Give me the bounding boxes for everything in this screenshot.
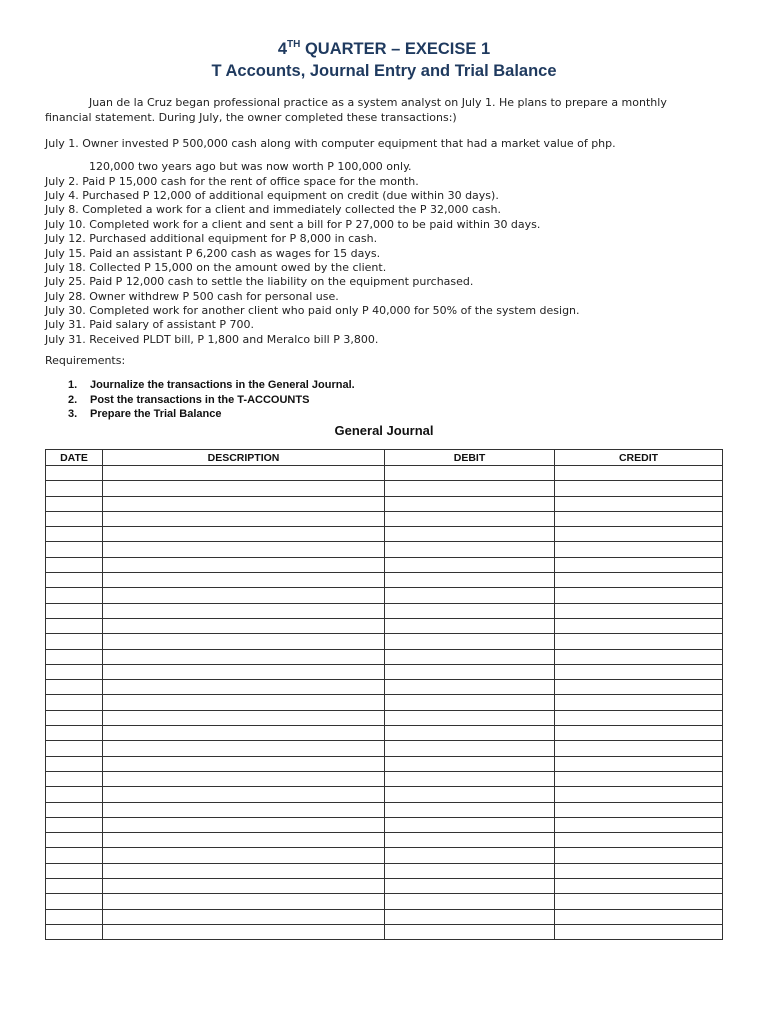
journal-cell-credit[interactable]: [555, 833, 723, 848]
requirement-item: [68, 393, 355, 408]
transaction-line: July 1. Owner invested P 500,000 cash along with computer equipment that had a market value of php.: [45, 137, 616, 150]
journal-cell-date[interactable]: [46, 680, 103, 695]
journal-cell-debit[interactable]: [385, 603, 555, 618]
table-row: [46, 894, 723, 909]
table-row: [46, 817, 723, 832]
journal-cell-debit[interactable]: [385, 481, 555, 496]
journal-cell-credit[interactable]: [555, 924, 723, 939]
intro-paragraph: [45, 96, 715, 125]
journal-cell-date[interactable]: [46, 909, 103, 924]
journal-cell-credit[interactable]: [555, 649, 723, 664]
journal-cell-date[interactable]: [46, 542, 103, 557]
journal-cell-description[interactable]: [103, 756, 385, 771]
table-row: [46, 588, 723, 603]
journal-cell-credit[interactable]: [555, 710, 723, 725]
journal-cell-date[interactable]: [46, 756, 103, 771]
journal-cell-debit[interactable]: [385, 802, 555, 817]
journal-cell-description[interactable]: [103, 771, 385, 786]
title-superscript: TH: [287, 39, 301, 50]
table-row: [46, 481, 723, 496]
journal-cell-description[interactable]: [103, 649, 385, 664]
table-row: [46, 863, 723, 878]
transaction-line: July 12. Purchased additional equipment for P 8,000 in cash.: [45, 232, 378, 245]
journal-cell-debit[interactable]: [385, 817, 555, 832]
journal-cell-credit[interactable]: [555, 879, 723, 894]
journal-cell-credit[interactable]: [555, 848, 723, 863]
journal-cell-credit[interactable]: [555, 756, 723, 771]
table-row: [46, 542, 723, 557]
column-header-description: DESCRIPTION: [103, 450, 385, 466]
journal-cell-debit[interactable]: [385, 466, 555, 481]
table-row: [46, 771, 723, 786]
journal-cell-debit[interactable]: [385, 741, 555, 756]
journal-cell-debit[interactable]: [385, 634, 555, 649]
transaction-line: July 31. Paid salary of assistant P 700.: [45, 318, 255, 331]
journal-cell-description[interactable]: [103, 618, 385, 633]
journal-header-row: [46, 450, 723, 466]
table-row: [46, 695, 723, 710]
journal-cell-credit[interactable]: [555, 695, 723, 710]
journal-cell-credit[interactable]: [555, 603, 723, 618]
transaction-line: July 25. Paid P 12,000 cash to settle the liability on the equipment purchased.: [45, 275, 474, 288]
journal-cell-date[interactable]: [46, 511, 103, 526]
journal-cell-debit[interactable]: [385, 924, 555, 939]
journal-cell-date[interactable]: [46, 802, 103, 817]
journal-cell-description[interactable]: [103, 542, 385, 557]
table-row: [46, 618, 723, 633]
column-header-date: DATE: [46, 450, 103, 466]
journal-cell-date[interactable]: [46, 787, 103, 802]
journal-cell-date[interactable]: [46, 879, 103, 894]
journal-cell-description[interactable]: [103, 726, 385, 741]
journal-cell-date[interactable]: [46, 924, 103, 939]
journal-cell-description[interactable]: [103, 573, 385, 588]
transaction-line: July 15. Paid an assistant P 6,200 cash as wages for 15 days.: [45, 247, 381, 260]
journal-cell-description[interactable]: [103, 817, 385, 832]
journal-cell-date[interactable]: [46, 603, 103, 618]
journal-cell-debit[interactable]: [385, 909, 555, 924]
requirement-number: 3.: [68, 408, 78, 420]
journal-cell-debit[interactable]: [385, 726, 555, 741]
journal-cell-date[interactable]: [46, 466, 103, 481]
journal-cell-date[interactable]: [46, 848, 103, 863]
journal-cell-description[interactable]: [103, 802, 385, 817]
table-row: [46, 496, 723, 511]
table-row: [46, 833, 723, 848]
journal-cell-date[interactable]: [46, 573, 103, 588]
transaction-line: July 2. Paid P 15,000 cash for the rent of office space for the month.: [45, 175, 419, 188]
journal-cell-credit[interactable]: [555, 527, 723, 542]
requirement-text: Prepare the Trial Balance: [90, 408, 222, 420]
general-journal-table: [45, 449, 723, 940]
journal-cell-date[interactable]: [46, 771, 103, 786]
journal-cell-credit[interactable]: [555, 787, 723, 802]
requirement-item: [68, 378, 355, 393]
journal-cell-credit[interactable]: [555, 664, 723, 679]
journal-cell-debit[interactable]: [385, 527, 555, 542]
journal-cell-description[interactable]: [103, 511, 385, 526]
journal-cell-credit[interactable]: [555, 680, 723, 695]
column-header-credit: CREDIT: [555, 450, 723, 466]
journal-cell-description[interactable]: [103, 879, 385, 894]
title-rest: QUARTER – EXECISE 1: [300, 40, 491, 58]
journal-cell-date[interactable]: [46, 695, 103, 710]
table-row: [46, 680, 723, 695]
journal-cell-description[interactable]: [103, 909, 385, 924]
requirement-text: Post the transactions in the T-ACCOUNTS: [90, 393, 310, 406]
journal-cell-description[interactable]: [103, 557, 385, 572]
journal-cell-date[interactable]: [46, 557, 103, 572]
journal-cell-credit[interactable]: [555, 481, 723, 496]
journal-cell-debit[interactable]: [385, 863, 555, 878]
table-row: [46, 573, 723, 588]
journal-cell-debit[interactable]: [385, 542, 555, 557]
journal-cell-description[interactable]: [103, 634, 385, 649]
table-row: [46, 909, 723, 924]
journal-cell-credit[interactable]: [555, 741, 723, 756]
transaction-line: July 28. Owner withdrew P 500 cash for personal use.: [45, 290, 339, 303]
journal-cell-debit[interactable]: [385, 894, 555, 909]
journal-cell-credit[interactable]: [555, 588, 723, 603]
journal-cell-date[interactable]: [46, 588, 103, 603]
journal-cell-description[interactable]: [103, 924, 385, 939]
journal-cell-credit[interactable]: [555, 618, 723, 633]
table-row: [46, 802, 723, 817]
journal-cell-description[interactable]: [103, 863, 385, 878]
page-title: [0, 40, 768, 59]
journal-cell-description[interactable]: [103, 680, 385, 695]
journal-cell-debit[interactable]: [385, 756, 555, 771]
transaction-line: July 8. Completed a work for a client and immediately collected the P 32,000 cash.: [45, 203, 501, 216]
journal-cell-debit[interactable]: [385, 695, 555, 710]
table-row: [46, 741, 723, 756]
table-row: [46, 466, 723, 481]
journal-cell-description[interactable]: [103, 481, 385, 496]
journal-cell-debit[interactable]: [385, 511, 555, 526]
journal-cell-debit[interactable]: [385, 710, 555, 725]
intro-text: Juan de la Cruz began professional practice as a system analyst on July 1. He plans to prepare a monthly financial statement. During July, the owner completed these transactions:): [45, 96, 667, 124]
journal-cell-description[interactable]: [103, 496, 385, 511]
journal-cell-debit[interactable]: [385, 680, 555, 695]
table-row: [46, 726, 723, 741]
journal-cell-debit[interactable]: [385, 833, 555, 848]
table-row: [46, 756, 723, 771]
requirement-number: 1.: [68, 379, 78, 391]
journal-cell-credit[interactable]: [555, 496, 723, 511]
journal-cell-description[interactable]: [103, 466, 385, 481]
transaction-line: July 31. Received PLDT bill, P 1,800 and Meralco bill P 3,800.: [45, 333, 379, 346]
journal-cell-date[interactable]: [46, 741, 103, 756]
journal-cell-debit[interactable]: [385, 557, 555, 572]
journal-cell-credit[interactable]: [555, 557, 723, 572]
journal-cell-description[interactable]: [103, 894, 385, 909]
table-row: [46, 649, 723, 664]
journal-cell-credit[interactable]: [555, 542, 723, 557]
transaction-line: July 30. Completed work for another client who paid only P 40,000 for 50% of the system design.: [45, 304, 580, 317]
journal-cell-credit[interactable]: [555, 909, 723, 924]
journal-cell-date[interactable]: [46, 649, 103, 664]
page-subtitle: T Accounts, Journal Entry and Trial Balance: [211, 62, 557, 80]
journal-cell-debit[interactable]: [385, 664, 555, 679]
journal-cell-debit[interactable]: [385, 649, 555, 664]
journal-cell-description[interactable]: [103, 603, 385, 618]
journal-cell-date[interactable]: [46, 710, 103, 725]
table-row: [46, 527, 723, 542]
requirements-list: [68, 378, 355, 422]
journal-cell-description[interactable]: [103, 527, 385, 542]
journal-cell-debit[interactable]: [385, 573, 555, 588]
journal-cell-credit[interactable]: [555, 726, 723, 741]
column-header-debit: DEBIT: [385, 450, 555, 466]
journal-cell-description[interactable]: [103, 664, 385, 679]
journal-cell-date[interactable]: [46, 833, 103, 848]
table-row: [46, 511, 723, 526]
journal-cell-date[interactable]: [46, 481, 103, 496]
transaction-line: 120,000 two years ago but was now worth P 100,000 only.: [89, 160, 412, 173]
journal-cell-debit[interactable]: [385, 787, 555, 802]
journal-cell-debit[interactable]: [385, 879, 555, 894]
journal-cell-description[interactable]: [103, 710, 385, 725]
table-row: [46, 634, 723, 649]
table-row: [46, 924, 723, 939]
journal-cell-debit[interactable]: [385, 588, 555, 603]
journal-cell-date[interactable]: [46, 634, 103, 649]
transaction-line: July 18. Collected P 15,000 on the amount owed by the client.: [45, 261, 387, 274]
table-row: [46, 787, 723, 802]
journal-cell-credit[interactable]: [555, 802, 723, 817]
journal-cell-credit[interactable]: [555, 894, 723, 909]
journal-cell-credit[interactable]: [555, 817, 723, 832]
requirement-number: 2.: [68, 393, 78, 406]
journal-cell-date[interactable]: [46, 894, 103, 909]
journal-cell-debit[interactable]: [385, 771, 555, 786]
table-row: [46, 603, 723, 618]
journal-cell-date[interactable]: [46, 496, 103, 511]
journal-cell-debit[interactable]: [385, 848, 555, 863]
transaction-line: July 4. Purchased P 12,000 of additional equipment on credit (due within 30 days).: [45, 189, 499, 202]
journal-cell-date[interactable]: [46, 863, 103, 878]
journal-cell-description[interactable]: [103, 695, 385, 710]
table-row: [46, 664, 723, 679]
journal-body: [46, 466, 723, 940]
requirement-item: [68, 407, 355, 422]
journal-cell-date[interactable]: [46, 618, 103, 633]
table-row: [46, 557, 723, 572]
journal-cell-credit[interactable]: [555, 863, 723, 878]
journal-cell-date[interactable]: [46, 817, 103, 832]
transaction-line: July 10. Completed work for a client and sent a bill for P 27,000 to be paid within 30 days.: [45, 218, 541, 231]
journal-cell-credit[interactable]: [555, 466, 723, 481]
requirement-text: Journalize the transactions in the General Journal.: [90, 379, 355, 391]
title-number: 4: [277, 40, 288, 58]
table-row: [46, 710, 723, 725]
journal-cell-description[interactable]: [103, 833, 385, 848]
journal-cell-date[interactable]: [46, 527, 103, 542]
journal-cell-description[interactable]: [103, 848, 385, 863]
table-row: [46, 879, 723, 894]
journal-cell-description[interactable]: [103, 588, 385, 603]
journal-cell-description[interactable]: [103, 787, 385, 802]
journal-cell-credit[interactable]: [555, 511, 723, 526]
journal-cell-credit[interactable]: [555, 771, 723, 786]
journal-cell-credit[interactable]: [555, 573, 723, 588]
journal-cell-description[interactable]: [103, 741, 385, 756]
journal-cell-date[interactable]: [46, 664, 103, 679]
journal-cell-date[interactable]: [46, 726, 103, 741]
journal-cell-credit[interactable]: [555, 634, 723, 649]
table-row: [46, 848, 723, 863]
requirements-label: Requirements:: [45, 354, 126, 367]
general-journal-title: General Journal: [334, 423, 434, 438]
journal-cell-debit[interactable]: [385, 618, 555, 633]
journal-cell-debit[interactable]: [385, 496, 555, 511]
